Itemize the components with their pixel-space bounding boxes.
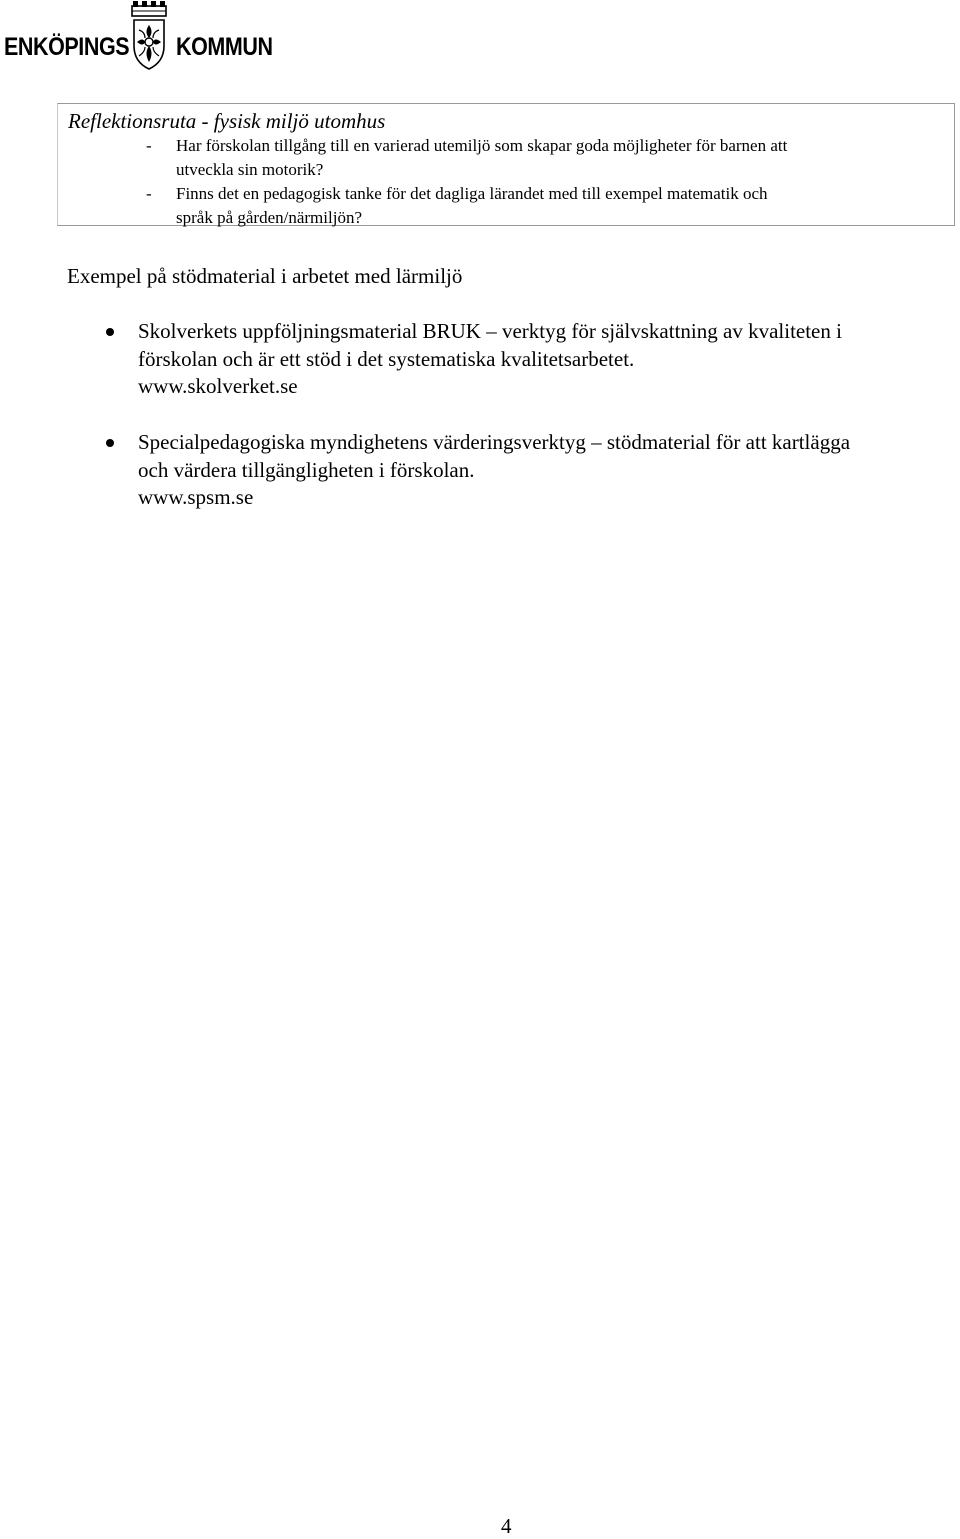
skolverket-link[interactable]: www.skolverket.se	[138, 374, 298, 398]
bullet-line: Skolverkets uppföljningsmaterial BRUK – verktyg för självskattning av kvaliteten i	[138, 319, 842, 343]
bullet-line: Specialpedagogiska myndighetens värderingsverktyg – stödmaterial för att kartlägga	[138, 430, 851, 454]
reflection-item-line: Har förskolan tillgång till en varierad utemiljö som skapar goda möjligheter för barnen att	[176, 136, 788, 155]
page-number: 4	[501, 1514, 512, 1538]
bullet-dot-icon	[106, 439, 114, 447]
reflection-box	[57, 103, 955, 226]
bullet-item-skolverket	[138, 318, 953, 401]
bullet-item-spsm	[138, 429, 953, 512]
reflection-item-line: utveckla sin motorik?	[176, 160, 324, 179]
logo-text-right: KOMMUN	[176, 33, 273, 61]
reflection-item	[146, 134, 788, 182]
bullet-dot-icon	[106, 328, 114, 336]
reflection-item	[146, 182, 768, 230]
section-heading: Exempel på stödmaterial i arbetet med lärmiljö	[67, 264, 463, 288]
bullet-line: förskolan och är ett stöd i det systematiska kvalitetsarbetet.	[138, 346, 635, 371]
dash-marker: -	[146, 184, 152, 203]
enkopings-kommun-logo	[4, 0, 284, 72]
reflection-item-line: språk på gården/närmiljön?	[176, 208, 362, 227]
logo-text-left: ENKÖPINGS	[4, 33, 130, 61]
dash-marker: -	[146, 136, 152, 155]
bullet-line: och värdera tillgängligheten i förskolan.	[138, 457, 475, 482]
coat-of-arms-icon	[120, 0, 178, 72]
reflection-item-line: Finns det en pedagogisk tanke för det dagliga lärandet med till exempel matematik och	[176, 184, 768, 203]
reflection-title: Reflektionsruta - fysisk miljö utomhus	[68, 109, 386, 133]
spsm-link[interactable]: www.spsm.se	[138, 485, 254, 509]
